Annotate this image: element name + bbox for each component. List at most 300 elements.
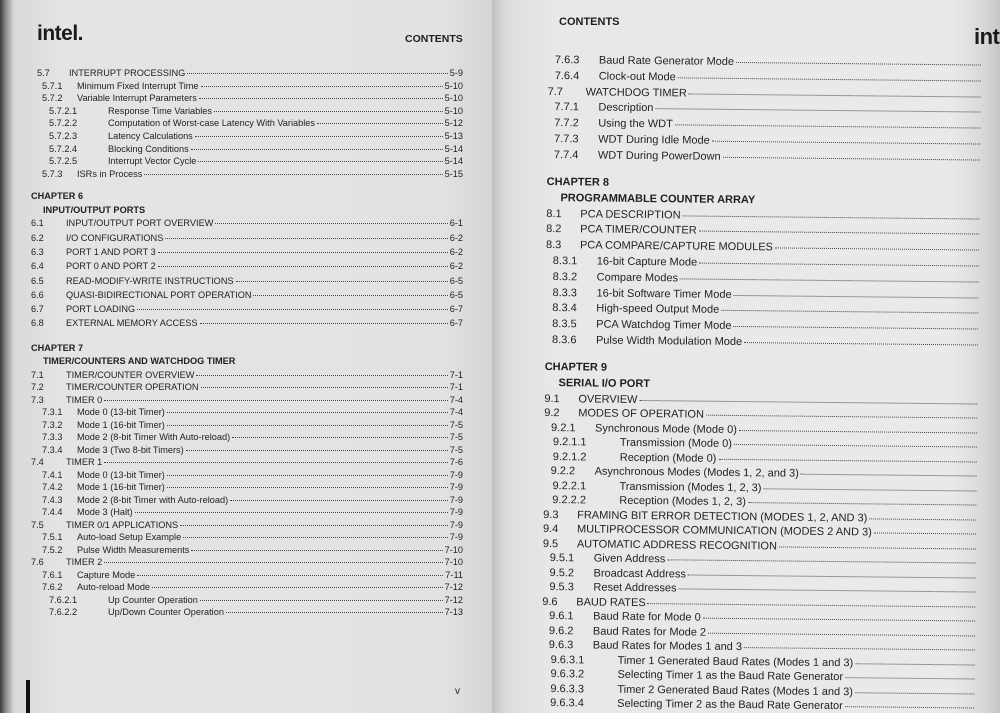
dot-leader	[869, 518, 976, 520]
section-title: Up Counter Operation	[108, 594, 198, 605]
chapter-title: SERIAL I/O PORT	[558, 376, 651, 390]
dot-leader	[801, 474, 977, 477]
section-number: 9.2.2.2	[552, 494, 587, 507]
section-number: 5.7	[37, 68, 50, 78]
section-number: 9.3	[543, 508, 559, 521]
section-title: INPUT/OUTPUT PORT OVERVIEW	[66, 218, 214, 229]
toc-entry	[31, 276, 463, 290]
dot-leader	[104, 400, 447, 401]
dot-leader	[855, 663, 974, 665]
dot-leader	[733, 326, 978, 330]
toc-entry	[31, 607, 463, 620]
section-number: 8.3.3	[552, 286, 578, 299]
toc-entry	[31, 420, 463, 433]
section-number: 8.3.1	[552, 255, 578, 268]
section-title: PCA TIMER/COUNTER	[580, 223, 697, 237]
toc-entry	[31, 218, 463, 232]
section-number: 7.2	[31, 382, 44, 393]
page-number: 5-10	[444, 80, 463, 91]
dot-leader	[230, 500, 448, 501]
section-title: PORT 1 AND PORT 3	[66, 246, 156, 257]
dot-leader	[214, 111, 443, 112]
dot-leader	[874, 533, 976, 535]
section-number: 7.3.2	[42, 419, 63, 430]
binding-edge	[26, 680, 30, 713]
section-title: WATCHDOG TIMER	[585, 85, 687, 100]
section-title: Auto-load Setup Example	[77, 532, 182, 543]
section-number: 9.5.2	[549, 566, 575, 580]
section-title: TIMER/COUNTER OVERVIEW	[66, 369, 195, 380]
section-number: 9.2.1.1	[552, 436, 587, 449]
page-header: CONTENTS	[405, 33, 463, 45]
toc-entry	[31, 290, 463, 304]
toc-list	[31, 68, 463, 620]
page-number: 7-4	[449, 394, 463, 405]
section-title: Variable Interrupt Parameters	[77, 93, 197, 104]
dot-leader	[679, 589, 976, 593]
dot-leader	[317, 123, 443, 124]
section-number: 7.7.2	[554, 117, 579, 130]
section-number: 7.6.2	[42, 582, 63, 593]
page-number: 5-9	[449, 68, 463, 78]
section-number: 5.7.2.1	[49, 105, 78, 116]
section-title: Up/Down Counter Operation	[108, 607, 224, 618]
page-number: 7-9	[449, 507, 463, 518]
section-number: 9.6.2	[548, 624, 574, 638]
section-number: 8.3.4	[552, 302, 577, 315]
toc-entry	[31, 470, 463, 483]
section-number: 7.4.1	[42, 469, 63, 480]
toc-entry	[31, 81, 463, 94]
section-title: FRAMING BIT ERROR DETECTION (MODES 1, 2, AND 3)	[577, 509, 868, 525]
section-number: 9.6.3	[548, 639, 574, 652]
section-number: 7.3	[31, 394, 44, 405]
right-page	[492, 0, 1000, 713]
dot-leader	[723, 157, 980, 161]
intel-logo: intel.	[37, 22, 84, 45]
toc-list	[541, 54, 983, 713]
dot-leader	[779, 546, 976, 549]
toc-entry	[547, 149, 982, 169]
dot-leader	[167, 475, 448, 476]
dot-leader	[167, 487, 448, 488]
page-number: 5-14	[444, 156, 463, 167]
page-number: 7-5	[449, 432, 463, 443]
page-number: 7-9	[449, 494, 463, 505]
dot-leader	[655, 109, 980, 113]
dot-leader	[201, 387, 448, 388]
toc-entry	[31, 370, 463, 383]
toc-entry	[31, 144, 463, 157]
dot-leader	[688, 574, 976, 578]
dot-leader	[199, 98, 443, 99]
dot-leader	[104, 562, 442, 563]
section-number: 5.7.2.4	[49, 143, 78, 154]
page-number: 5-12	[444, 118, 463, 129]
section-title: BAUD RATES	[576, 596, 646, 609]
section-title: Baud Rate Generator Mode	[598, 54, 735, 68]
page-number: 7-5	[449, 444, 463, 455]
dot-leader	[191, 149, 443, 150]
section-title: I/O CONFIGURATIONS	[66, 232, 164, 243]
section-title: Clock-out Mode	[598, 70, 676, 84]
section-title: Interrupt Vector Cycle	[108, 156, 197, 167]
dot-leader	[667, 560, 975, 564]
section-title: Pulse Width Modulation Mode	[595, 334, 743, 349]
page-number: 6-2	[449, 232, 463, 243]
dot-leader	[104, 462, 447, 463]
toc-entry	[31, 247, 463, 261]
section-title: Description	[598, 101, 654, 115]
section-number: 7.6.3	[554, 54, 580, 67]
dot-leader	[137, 309, 448, 310]
section-number: 6.6	[31, 289, 44, 300]
dot-leader	[137, 575, 443, 576]
section-title: Timer 2 Generated Baud Rates (Modes 1 and 3)	[617, 683, 854, 698]
page-header: CONTENTS	[559, 16, 620, 28]
section-title: Transmission (Modes 1, 2, 3)	[619, 480, 762, 495]
page-number: 7-9	[449, 482, 463, 493]
section-title: Baud Rate for Mode 0	[593, 610, 701, 624]
toc-entry	[31, 261, 463, 275]
toc-entry	[31, 482, 463, 495]
toc-section	[545, 176, 982, 355]
section-title: Reset Addresses	[593, 581, 677, 595]
section-title: Timer 1 Generated Baud Rates (Modes 1 and 3)	[617, 654, 854, 669]
dot-leader	[167, 412, 448, 413]
section-title: ISRs in Process	[77, 168, 143, 179]
dot-leader	[680, 278, 979, 282]
dot-leader	[639, 400, 977, 405]
section-title: Mode 0 (13-bit Timer)	[77, 469, 165, 480]
section-number: 9.4	[542, 523, 559, 536]
toc-entry	[31, 93, 463, 106]
page-number: 5-14	[444, 143, 463, 154]
dot-leader	[699, 263, 979, 267]
dot-leader	[699, 231, 979, 235]
page-number: 7-9	[449, 532, 463, 543]
section-title: PCA COMPARE/CAPTURE MODULES	[579, 239, 774, 254]
section-number: 6.7	[31, 304, 44, 315]
section-number: 8.3	[545, 239, 562, 252]
dot-leader	[158, 266, 448, 267]
toc-entry	[31, 532, 463, 545]
page-number: 6-2	[449, 261, 463, 272]
section-number: 9.6.3.3	[550, 682, 585, 696]
left-page	[0, 0, 492, 713]
section-number: 8.3.6	[551, 334, 577, 347]
page-number: 7-11	[445, 569, 463, 580]
dot-leader	[144, 174, 442, 175]
dot-leader	[198, 161, 442, 162]
page-number: 7-10	[444, 544, 463, 555]
section-number: 9.5.1	[549, 552, 575, 565]
dot-leader	[135, 512, 448, 513]
section-number: 9.2.1.2	[552, 450, 587, 464]
toc-entry	[31, 520, 463, 533]
page-number: 7-13	[444, 607, 463, 618]
section-title: PORT LOADING	[66, 304, 136, 315]
page-number: 7-12	[444, 582, 463, 593]
dot-leader	[180, 525, 448, 526]
dot-leader	[675, 125, 980, 129]
page-number: 5-13	[444, 130, 463, 141]
intel-logo: int	[974, 24, 1000, 49]
toc-section	[31, 343, 463, 620]
toc-entry	[31, 68, 463, 81]
section-title: Selecting Timer 2 as the Baud Rate Generator	[617, 698, 843, 713]
page-number: 7-5	[449, 419, 463, 430]
section-number: 9.2.2.1	[552, 479, 587, 493]
page-number: 7-9	[449, 469, 463, 480]
section-number: 7.3.4	[42, 444, 63, 455]
section-title: Mode 1 (16-bit Timer)	[77, 482, 165, 493]
section-title: Transmission (Mode 0)	[619, 437, 733, 451]
section-number: 6.2	[31, 232, 44, 243]
dot-leader	[200, 600, 443, 601]
section-number: 6.1	[31, 218, 44, 229]
section-title: Capture Mode	[77, 569, 136, 580]
toc-entry	[31, 582, 463, 595]
section-number: 7.7.3	[554, 133, 579, 146]
dot-leader	[734, 444, 977, 448]
page-number: 6-7	[449, 304, 463, 315]
dot-leader	[201, 86, 443, 87]
section-number: 9.6.1	[549, 610, 574, 623]
dot-leader	[152, 587, 443, 588]
toc-entry	[31, 407, 463, 420]
page-number: 6-1	[449, 218, 463, 229]
section-number: 9.6.3.1	[550, 653, 585, 667]
page-number: 7-6	[449, 457, 463, 468]
section-number: 9.5.3	[549, 581, 574, 594]
section-title: Selecting Timer 1 as the Baud Rate Generator	[617, 669, 844, 684]
toc-entry	[31, 545, 463, 558]
section-title: TIMER 1	[66, 457, 103, 468]
page-number: 6-5	[449, 289, 463, 300]
toc-entry	[31, 156, 463, 169]
section-title: Asynchronous Modes (Modes 1, 2, and 3)	[594, 465, 799, 480]
section-title: Mode 2 (8-bit Timer with Auto-reload)	[77, 494, 229, 505]
chapter-label: CHAPTER 8	[546, 175, 610, 189]
page-number: 5-15	[444, 168, 463, 179]
toc-entry	[31, 595, 463, 608]
page-folio: v	[455, 686, 460, 697]
section-title: Mode 0 (13-bit Timer)	[77, 407, 165, 418]
section-number: 7.6.1	[42, 569, 63, 580]
section-title: Reception (Modes 1, 2, 3)	[619, 495, 746, 509]
section-title: TIMER/COUNTER OPERATION	[66, 382, 199, 393]
dot-leader	[855, 692, 974, 694]
page-number: 7-10	[444, 557, 463, 568]
section-number: 7.6.4	[554, 69, 580, 83]
section-number: 7.6.2.1	[49, 594, 78, 605]
toc-entry	[31, 318, 463, 332]
section-number: 7.7.4	[553, 148, 579, 162]
dot-leader	[748, 502, 976, 505]
section-number: 5.7.3	[42, 168, 63, 179]
section-title: QUASI-BIDIRECTIONAL PORT OPERATION	[66, 289, 252, 300]
dot-leader	[718, 459, 976, 463]
dot-leader	[253, 295, 447, 296]
toc-entry	[31, 106, 463, 119]
dot-leader	[712, 141, 980, 145]
page-number: 5-10	[444, 105, 463, 116]
section-title: TIMER 0/1 APPLICATIONS	[66, 519, 179, 530]
section-title: READ-MODIFY-WRITE INSTRUCTIONS	[66, 275, 234, 286]
page-number: 7-4	[449, 407, 463, 418]
section-number: 5.7.1	[42, 80, 63, 91]
chapter-title: TIMER/COUNTERS AND WATCHDOG TIMER	[43, 356, 236, 367]
toc-entry	[31, 169, 463, 182]
dot-leader	[706, 415, 977, 419]
section-number: 9.1	[544, 392, 560, 405]
toc-entry	[31, 557, 463, 570]
section-number: 7.4.2	[42, 482, 63, 493]
dot-leader	[703, 618, 975, 622]
section-title: 16-bit Capture Mode	[596, 255, 698, 269]
section-number: 7.3.1	[42, 407, 63, 418]
dot-leader	[200, 323, 448, 324]
section-number: 5.7.2.2	[49, 118, 78, 129]
toc-entry	[31, 131, 463, 144]
section-title: MULTIPROCESSOR COMMUNICATION (MODES 2 AND 3)	[576, 523, 872, 539]
toc-entry	[31, 432, 463, 445]
page-number: 6-5	[449, 275, 463, 286]
section-number: 7.5.1	[42, 532, 63, 543]
dot-leader	[744, 342, 978, 345]
dot-leader	[739, 430, 977, 433]
section-number: 7.4	[31, 457, 44, 468]
dot-leader	[215, 223, 447, 224]
page-number: 7-1	[449, 369, 463, 380]
section-number: 7.1	[31, 369, 44, 380]
section-title: Using the WDT	[598, 117, 673, 131]
section-title: Minimum Fixed Interrupt Time	[77, 80, 199, 91]
section-number: 5.7.2.5	[49, 156, 78, 167]
section-title: Mode 1 (16-bit Timer)	[77, 419, 165, 430]
section-number: 7.5.2	[42, 544, 63, 555]
toc-entry	[31, 507, 463, 520]
section-number: 7.7	[547, 85, 563, 98]
toc-section	[547, 54, 983, 169]
toc-entry	[31, 304, 463, 318]
section-title: Baud Rates for Modes 1 and 3	[592, 639, 743, 654]
dot-leader	[187, 73, 447, 74]
chapter-label: CHAPTER 9	[544, 360, 608, 374]
section-number: 9.6	[542, 595, 558, 608]
section-title: Synchronous Mode (Mode 0)	[595, 422, 737, 436]
section-title: High-speed Output Mode	[596, 302, 720, 317]
page-number: 6-2	[449, 246, 463, 257]
dot-leader	[167, 425, 448, 426]
section-number: 7.6.2.2	[49, 607, 78, 618]
section-number: 8.3.2	[552, 270, 578, 284]
section-number: 6.5	[31, 275, 44, 286]
section-number: 8.1	[546, 207, 562, 220]
dot-leader	[232, 437, 448, 438]
toc-entry	[31, 445, 463, 458]
section-title: AUTOMATIC ADDRESS RECOGNITION	[576, 538, 777, 553]
section-title: 16-bit Software Timer Mode	[596, 287, 732, 301]
dot-leader	[845, 706, 974, 708]
section-title: WDT During Idle Mode	[598, 133, 710, 147]
section-number: 6.3	[31, 246, 44, 257]
page-number: 7-12	[444, 594, 463, 605]
section-number: 7.4.4	[42, 507, 63, 518]
toc-section	[31, 68, 463, 181]
section-title: Mode 3 (Two 8-bit Timers)	[77, 444, 184, 455]
dot-leader	[648, 603, 976, 607]
section-number: 7.7.1	[554, 101, 579, 114]
section-title: Response Time Variables	[108, 105, 213, 116]
dot-leader	[186, 450, 448, 451]
dot-leader	[191, 550, 442, 551]
dot-leader	[744, 647, 975, 650]
section-title: Mode 2 (8-bit Timer With Auto-reload)	[77, 432, 231, 443]
section-title: MODES OF OPERATION	[578, 407, 704, 421]
toc-entry	[31, 395, 463, 408]
section-number: 8.2	[546, 223, 562, 236]
dot-leader	[196, 375, 447, 376]
dot-leader	[708, 632, 975, 636]
section-title: TIMER 0	[66, 394, 103, 405]
section-number: 7.6	[31, 557, 44, 568]
section-title: TIMER 2	[66, 557, 103, 568]
section-number: 7.4.3	[42, 494, 63, 505]
dot-leader	[845, 677, 974, 679]
section-title: Compare Modes	[596, 271, 679, 285]
section-title: Latency Calculations	[108, 130, 193, 141]
section-title: Reception (Mode 0)	[619, 451, 717, 465]
section-title: INTERRUPT PROCESSING	[69, 68, 186, 78]
toc-entry	[31, 495, 463, 508]
toc-entry	[31, 570, 463, 583]
section-number: 9.2.2	[550, 465, 576, 478]
section-number: 9.2	[544, 407, 560, 420]
section-title: OVERVIEW	[578, 393, 638, 406]
dot-leader	[763, 488, 976, 491]
section-title: Mode 3 (Halt)	[77, 507, 133, 518]
section-title: Auto-reload Mode	[77, 582, 151, 593]
toc-entry	[545, 334, 980, 354]
dot-leader	[736, 62, 981, 66]
dot-leader	[678, 77, 981, 81]
dot-leader	[683, 215, 980, 219]
dot-leader	[165, 238, 447, 239]
section-number: 6.4	[31, 261, 44, 272]
section-title: EXTERNAL MEMORY ACCESS	[66, 318, 198, 329]
page-number: 7-1	[449, 382, 463, 393]
toc-section	[31, 191, 463, 332]
section-title: Given Address	[593, 552, 666, 566]
section-title: PCA DESCRIPTION	[580, 207, 681, 221]
section-number: 7.3.3	[42, 432, 63, 443]
dot-leader	[158, 252, 448, 253]
chapter-title: INPUT/OUTPUT PORTS	[43, 204, 146, 215]
page-number: 5-10	[444, 93, 463, 104]
dot-leader	[721, 310, 978, 314]
dot-leader	[775, 248, 979, 251]
section-title: Computation of Worst-case Latency With Variables	[108, 118, 315, 129]
toc-entry	[31, 118, 463, 131]
page-number: 7-9	[449, 519, 463, 530]
section-number: 8.3.5	[552, 318, 577, 331]
toc-entry	[31, 233, 463, 247]
section-number: 5.7.2.3	[49, 130, 78, 141]
section-number: 6.8	[31, 318, 44, 329]
section-title: PCA Watchdog Timer Mode	[596, 318, 732, 333]
